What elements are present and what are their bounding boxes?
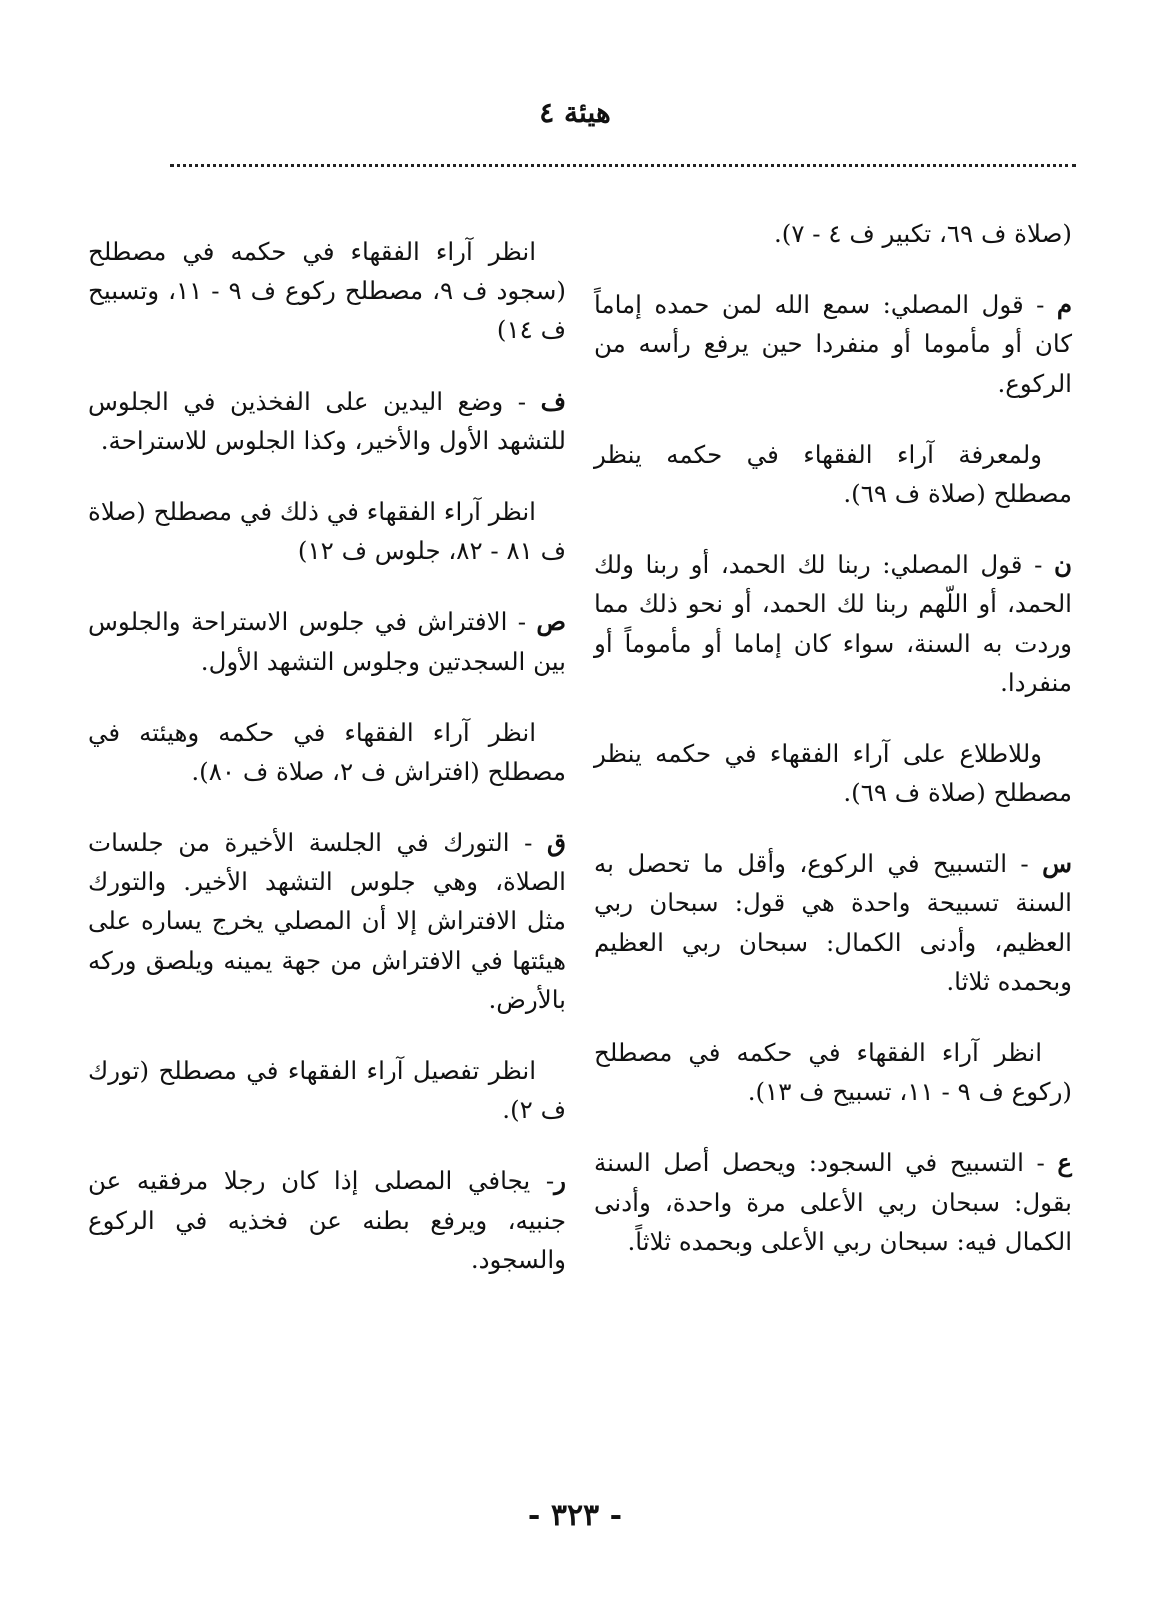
item-letter: ق <box>546 828 566 858</box>
item-letter: ص <box>536 607 566 637</box>
page-number: - ٣٢٣ - <box>527 1498 623 1533</box>
header-divider <box>170 164 1076 167</box>
list-item <box>594 1143 1072 1261</box>
item-text: - الافتراش في جلوس الاستراحة والجلوس بين السجدتين وجلوس التشهد الأول. <box>88 607 566 676</box>
paragraph: انظر آراء الفقهاء في حكمه في مصطلح (سجود ف ٩، مصطلح ركوع ف ٩ - ١١، وتسبيح ف ١٤) <box>88 237 566 345</box>
right-column <box>594 214 1072 1293</box>
list-item <box>594 844 1072 1001</box>
paragraph: ولمعرفة آراء الفقهاء في حكمه ينظر مصطلح (صلاة ف ٦٩). <box>594 439 1072 508</box>
list-item <box>88 1161 566 1279</box>
item-text: - وضع اليدين على الفخذين في الجلوس للتشهد الأول والأخير، وكذا الجلوس للاستراحة. <box>88 386 566 455</box>
paragraph: انظر آراء الفقهاء في حكمه في مصطلح (ركوع ف ٩ - ١١، تسبيح ف ١٣). <box>594 1038 1072 1107</box>
paragraph: وللاطلاع على آراء الفقهاء في حكمه ينظر مصطلح (صلاة ف ٦٩). <box>594 738 1072 808</box>
item-text: - التورك في الجلسة الأخيرة من جلسات الصلاة، وهي جلوس التشهد الأخير. والتورك مثل الافتراش إلا أن المصلي يخرج يساره على هيئتها في الافتراش من جهة يمينه ويلصق وركه بالأرض. <box>88 828 566 1014</box>
left-column <box>88 232 566 1311</box>
item-letter: ف <box>540 386 566 416</box>
list-item <box>88 382 566 460</box>
item-text: - يجافي المصلى إذا كان رجلا مرفقيه عن جنبيه، ويرفع بطنه عن فخذيه في الركوع والسجود. <box>88 1166 566 1274</box>
list-item <box>594 545 1072 702</box>
paragraph: انظر تفصيل آراء الفقهاء في مصطلح (تورك ف ٢). <box>88 1056 566 1125</box>
paragraph: انظر آراء الفقهاء في حكمه وهيئته في مصطلح (افتراش ف ٢، صلاة ف ٨٠). <box>88 717 566 786</box>
item-text: - التسبيح في الركوع، وأقل ما تحصل به السنة تسبيحة واحدة هي قول: سبحان ربي العظيم، وأدنى الكمال: سبحان ربي العظيم وبحمده ثلاثا. <box>594 849 1072 996</box>
item-letter: ع <box>1057 1148 1072 1178</box>
list-item <box>594 285 1072 403</box>
list-item <box>88 602 566 680</box>
item-letter: م <box>1056 290 1072 320</box>
item-letter: س <box>1042 849 1072 879</box>
item-text: - قول المصلي: سمع الله لمن حمده إماماً كان أو مأموما أو منفردا حين يرفع رأسه من الركوع. <box>594 290 1072 398</box>
list-item <box>88 823 566 1019</box>
page-header: هيئة ٤ <box>539 96 611 129</box>
item-letter: ر <box>554 1166 566 1196</box>
item-text: - التسبيح في السجود: ويحصل أصل السنة بقول: سبحان ربي الأعلى مرة واحدة، وأدنى الكمال فيه: سبحان ربي الأعلى وبحمده ثلاثاً. <box>594 1148 1072 1256</box>
paragraph: انظر آراء الفقهاء في ذلك في مصطلح (صلاة ف ٨١ - ٨٢، جلوس ف ١٢) <box>88 496 566 566</box>
item-letter: ن <box>1054 550 1072 580</box>
paragraph: (صلاة ف ٦٩، تكبير ف ٤ - ٧). <box>773 219 1072 248</box>
item-text: - قول المصلي: ربنا لك الحمد، أو ربنا ولك الحمد، أو اللّهم ربنا لك الحمد، أو نحو ذلك مما وردت به السنة، سواء كان إماما أو مأموماً أو منفردا. <box>594 550 1072 697</box>
